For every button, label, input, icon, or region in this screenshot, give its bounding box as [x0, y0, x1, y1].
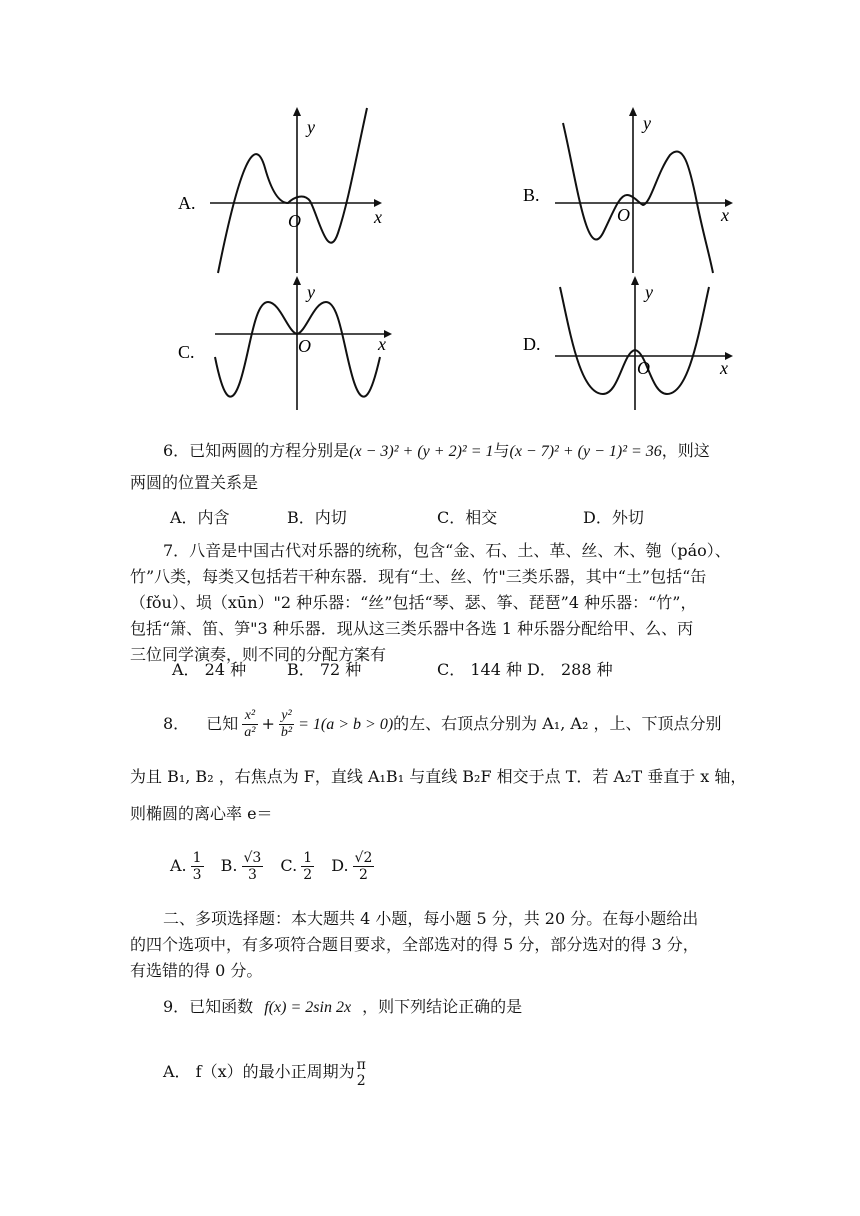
q9-post: ，则下列结论正确的是 — [362, 997, 523, 1016]
section2-line2: 的四个选项中，有多项符合题目要求，全部选对的得 5 分，部分选对的得 3 分， — [130, 935, 699, 954]
graph-d-y-label: y — [645, 282, 653, 302]
graph-a — [170, 103, 400, 278]
q8-opt-c-frac — [301, 850, 314, 883]
q8-opt-b-frac — [242, 850, 264, 883]
q8-opt-a-den: 3 — [192, 867, 202, 883]
q6-line2: 两圆的位置关系是 — [130, 473, 259, 492]
q6-option-c: C．相交 — [437, 508, 498, 527]
graph-c-y-label: y — [307, 282, 315, 302]
q9a-frac — [355, 1057, 368, 1089]
graph-d-x-label: x — [720, 358, 728, 378]
q6-option-a: A．内含 — [170, 508, 230, 527]
q8-opt-c-label: C. — [280, 856, 298, 875]
q7-line1: 7．八音是中国古代对乐器的统称，包含“金、石、土、革、丝、木、匏（páo）、 — [163, 541, 731, 560]
q8-opt-d-label: D. — [331, 856, 349, 875]
graph-b-x-label: x — [721, 205, 729, 225]
q8-opt-b-den: 3 — [247, 867, 257, 883]
q8-opt-b-num: √3 — [243, 850, 262, 866]
q8-opt-c-den: 2 — [303, 867, 313, 883]
q7-line5: 三位同学演奏，则不同的分配方案有 — [130, 645, 387, 664]
graph-b-label: B. — [523, 185, 540, 205]
q8-opt-d-den: 2 — [359, 867, 368, 883]
graph-a-origin: O — [288, 211, 301, 231]
graph-b-origin: O — [617, 205, 630, 225]
graph-d — [515, 272, 755, 412]
curve-b — [563, 123, 713, 273]
y-axis-arrow — [293, 107, 301, 116]
q9-line — [163, 996, 522, 1019]
q6-option-b: B．内切 — [287, 508, 347, 527]
q8-frac1 — [242, 708, 257, 741]
graph-a-y-label: y — [307, 117, 315, 137]
q8-opt-a-num: 1 — [192, 850, 202, 866]
q8-frac2-num: y² — [279, 708, 294, 725]
section2-line3: 有选错的得 0 分。 — [130, 961, 263, 980]
y-axis-arrow — [293, 276, 301, 285]
q6-mid: 与 — [493, 441, 510, 460]
q6-line1 — [163, 440, 710, 463]
graph-d-label: D. — [523, 334, 541, 354]
q8-num: 8． — [163, 714, 190, 733]
q9a-text: A． f（x）的最小正周期为 — [163, 1062, 355, 1081]
q8-opt-c-num: 1 — [303, 850, 313, 866]
q8-pre: 已知 — [206, 714, 239, 733]
graph-c-x-label: x — [378, 334, 386, 354]
q8-frac1-den: a² — [244, 725, 256, 740]
q9-func: f(x) = 2sin 2x — [264, 999, 352, 1016]
q8-opt-b-label: B. — [220, 856, 238, 875]
q7-option-a: A． 24 种 — [172, 660, 247, 679]
q6-option-d: D．外切 — [583, 508, 644, 527]
q8-opt-a-label: A. — [170, 856, 187, 875]
section2-line1: 二、多项选择题：本大题共 4 小题，每小题 5 分，共 20 分。在每小题给出 — [163, 909, 699, 928]
graph-c-label: C. — [178, 342, 195, 362]
q8-post: 的左、右顶点分别为 A₁, A₂ ，上、下顶点分别 — [393, 714, 722, 733]
q8-plus: + — [261, 714, 275, 733]
q8-opt-d-frac — [353, 850, 375, 883]
q7-line3: （fǒu）、埙（xūn）"2 种乐器：“丝”包括“琴、瑟、筝、琵琶”4 种乐器：“竹”， — [130, 593, 697, 612]
q8-frac2 — [279, 708, 294, 741]
q8-frac2-den: b² — [280, 725, 293, 740]
q9a-num: π — [356, 1056, 366, 1073]
q9-pre: 9．已知函数 — [163, 997, 254, 1016]
curve-a — [218, 108, 367, 273]
q8-opt-a-frac — [191, 850, 204, 883]
q9a-den: 2 — [356, 1072, 366, 1089]
x-axis-arrow — [374, 199, 382, 207]
q8-line3: 则椭圆的离心率 e＝ — [130, 804, 273, 823]
q8-opt-d-num: √2 — [354, 850, 373, 866]
q7-option-cd: C． 144 种 D． 288 种 — [437, 660, 613, 679]
q7-line4: 包括“箫、笛、笋"3 种乐器．现从这三类乐器中各选 1 种乐器分配给甲、么、丙 — [130, 619, 694, 638]
q9-option-a — [163, 1052, 372, 1092]
q6-eq2: (x − 7)² + (y − 1)² = 36 — [509, 443, 662, 460]
graph-a-label: A. — [178, 193, 196, 213]
graph-c-origin: O — [298, 336, 311, 356]
y-axis-arrow — [629, 107, 637, 116]
graph-b-y-label: y — [643, 113, 651, 133]
graph-d-origin: O — [637, 358, 650, 378]
q6-eq1: (x − 3)² + (y + 2)² = 1 — [349, 443, 494, 460]
q7-option-b: B． 72 种 — [287, 660, 362, 679]
q6-pre: 6．已知两圆的方程分别是 — [163, 441, 350, 460]
y-axis-arrow — [631, 276, 639, 285]
q8-eq: = 1(a > b > 0) — [298, 716, 394, 733]
q8-line1 — [163, 704, 721, 744]
graph-a-x-label: x — [374, 207, 382, 227]
q6-post: ，则这 — [661, 441, 710, 460]
q8-options — [170, 846, 378, 886]
q8-frac1-num: x² — [242, 708, 257, 725]
q7-line2: 竹”八类，每类又包括若干种东器．现有“土、丝、竹"三类乐器，其中“土”包括“缶 — [130, 567, 707, 586]
q8-line2: 为且 B₁, B₂ ，右焦点为 F，直线 A₁B₁ 与直线 B₂F 相交于点 T．若 A₂T 垂直于 x 轴， — [130, 767, 747, 786]
graph-c — [170, 272, 400, 412]
graph-b — [515, 103, 755, 278]
